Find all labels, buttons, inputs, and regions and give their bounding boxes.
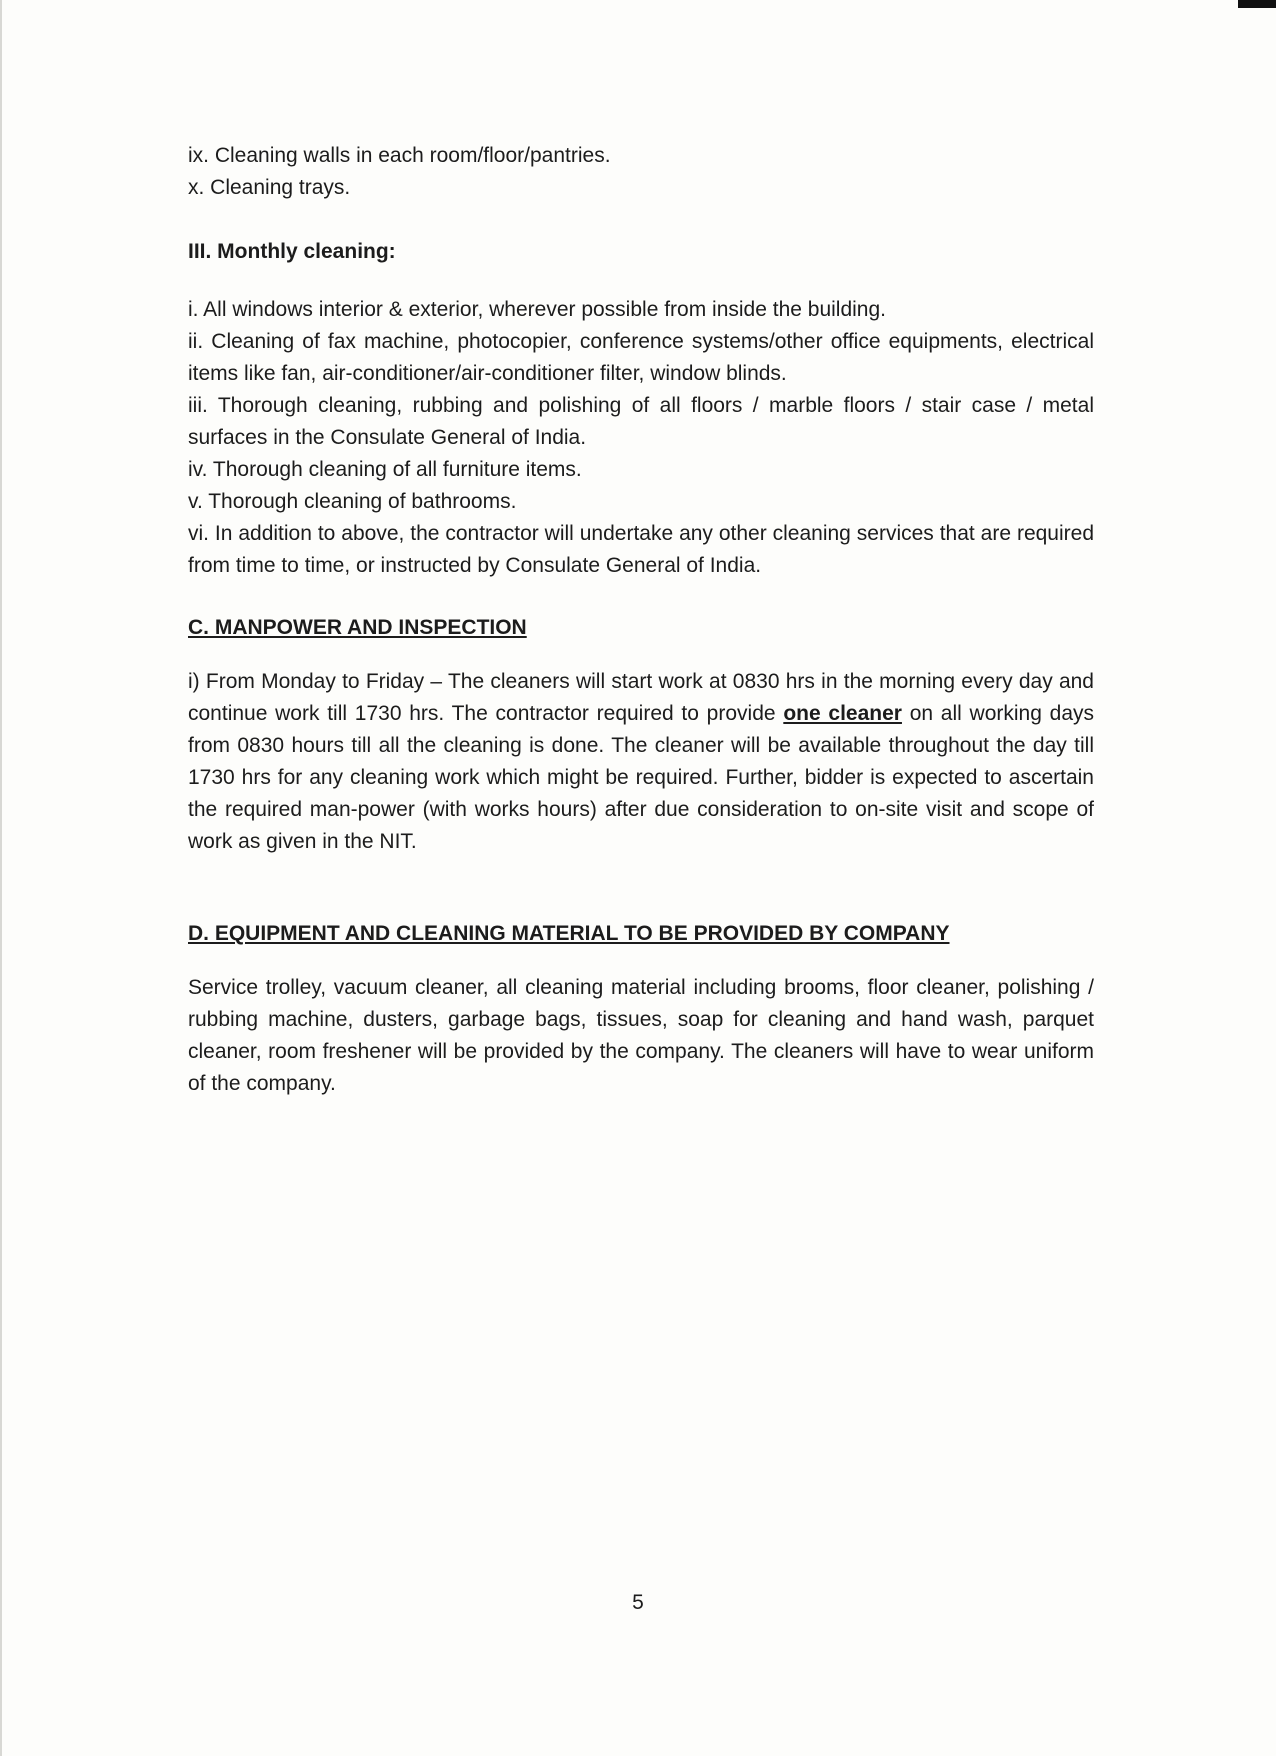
monthly-item-iv: iv. Thorough cleaning of all furniture items. <box>188 458 582 481</box>
monthly-item-i: i. All windows interior & exterior, wherever possible from inside the building. <box>188 298 886 321</box>
manpower-heading: C. MANPOWER AND INSPECTION <box>188 616 527 639</box>
monthly-item-iii: iii. Thorough cleaning, rubbing and polishing of all floors / marble floors / stair case / metal surfaces in the Consulate General of India. <box>188 394 1094 449</box>
page-number: 5 <box>632 1591 644 1614</box>
scan-corner-mark <box>1238 0 1276 8</box>
monthly-cleaning-heading: III. Monthly cleaning: <box>188 240 396 263</box>
manpower-text-after: on all working days from 0830 hours till all the cleaning is done. The cleaner will be available throughout the day till 1730 hrs for any cleaning work which might be required. Further, bidder is expected to ascertain the required man-power (with works hours) after due consideration to on-site visit and scope of work as given in the NIT. <box>188 702 1095 853</box>
document-body <box>188 140 1094 1100</box>
manpower-paragraph <box>188 666 1094 858</box>
equipment-heading: D. EQUIPMENT AND CLEANING MATERIAL TO BE PROVIDED BY COMPANY <box>188 922 950 945</box>
daily-item-ix: ix. Cleaning walls in each room/floor/pantries. <box>188 144 611 167</box>
monthly-item-v: v. Thorough cleaning of bathrooms. <box>188 490 517 513</box>
daily-item-x: x. Cleaning trays. <box>188 176 351 199</box>
manpower-text-before: i) From Monday to Friday – The cleaners will start work at 0830 hrs in the morning every day and continue work till 1730 hrs. The contractor required to provide <box>188 670 1094 725</box>
equipment-paragraph: Service trolley, vacuum cleaner, all cleaning material including brooms, floor cleaner, polishing / rubbing machine, dusters, garbage bags, tissues, soap for cleaning and hand wash, parquet cleaner, room freshener will be provided by the company. The cleaners will have to wear uniform of the company. <box>188 976 1094 1095</box>
monthly-item-ii: ii. Cleaning of fax machine, photocopier, conference systems/other office equipments, electrical items like fan, air-conditioner/air-conditioner filter, window blinds. <box>188 330 1094 385</box>
manpower-emphasis: one cleaner <box>783 702 902 725</box>
monthly-item-vi: vi. In addition to above, the contractor will undertake any other cleaning services that are required from time to time, or instructed by Consulate General of India. <box>188 522 1094 577</box>
scan-left-edge <box>0 0 2 1756</box>
